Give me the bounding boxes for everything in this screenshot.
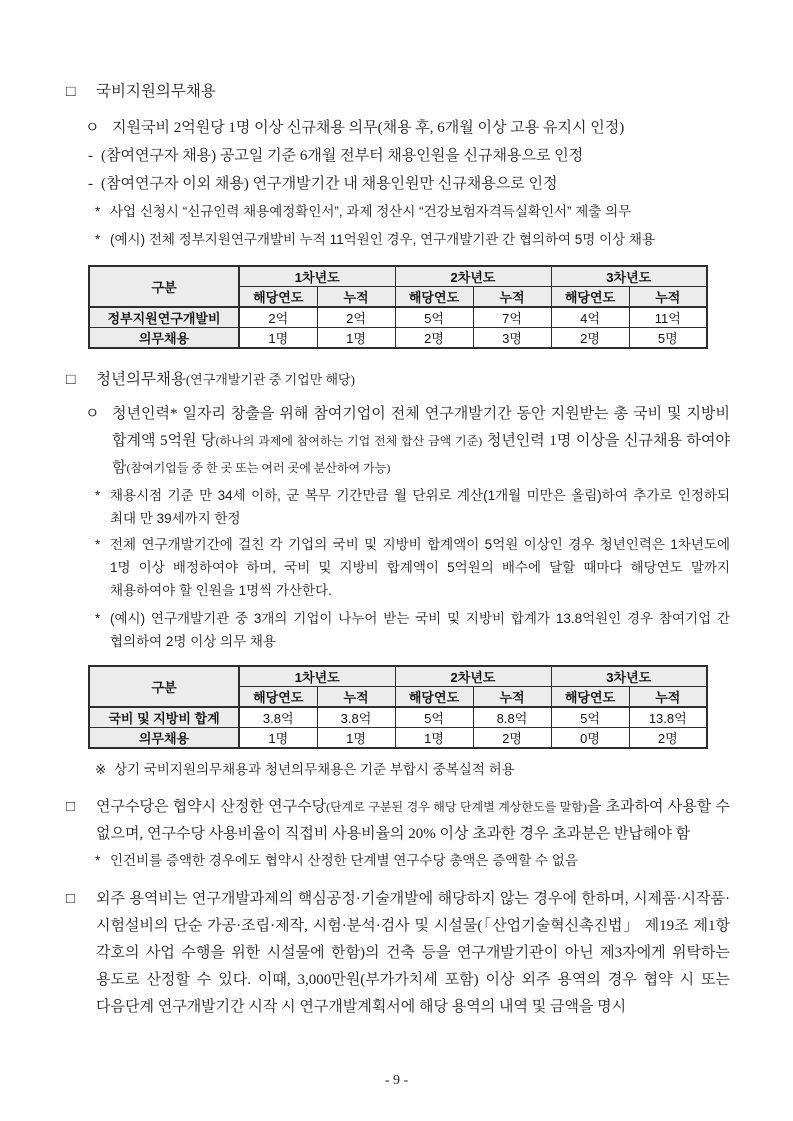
cell-value: 3명	[473, 328, 551, 349]
asterisk-icon: *	[95, 488, 101, 503]
square-bullet-icon: □	[66, 371, 76, 388]
paragraph-text	[110, 228, 730, 251]
cell-value: 0명	[551, 728, 629, 749]
section-heading-youth	[66, 366, 730, 393]
year-header: 2차년도	[395, 266, 551, 287]
year-header: 3차년도	[551, 666, 707, 687]
column-group-header: 구분	[89, 666, 239, 707]
section-heading-text	[96, 78, 730, 105]
square-bullet-icon: □	[66, 83, 76, 100]
dash-bullet-item	[88, 143, 730, 170]
star-note-item	[95, 484, 730, 530]
cell-value: 1명	[239, 328, 317, 349]
year-header: 3차년도	[551, 266, 707, 287]
sub-header: 누적	[317, 687, 395, 708]
text-segment: 지원국비 2억원당 1명 이상 신규채용 의무(채용 후, 6개월 이상 고용 유지시 인정)	[112, 120, 625, 136]
cell-value: 1명	[317, 328, 395, 349]
text-segment: (예시) 연구개발기관 중 3개의 기업이 나누어 받는 국비 및 지방비 합계가 13.8억원인 경우 참여기업 간 협의하여 2명 이상 의무 채용	[110, 611, 730, 649]
sub-header: 누적	[473, 287, 551, 308]
section-heading-gukbi	[66, 78, 730, 105]
text-segment: 인건비를 증액한 경우에도 협약시 산정한 단계별 연구수당 총액은 증액할 수 없음	[110, 853, 578, 868]
cell-value: 5명	[629, 328, 707, 349]
reference-mark-icon: ※	[95, 762, 107, 777]
row-label: 의무채용	[89, 728, 239, 749]
reference-note-item	[95, 758, 730, 781]
circle-bullet-icon: ㅇ	[85, 406, 100, 422]
text-segment: (연구개발기관 중 기업만 해당)	[185, 372, 355, 387]
text-segment: 연구수당은 협약시 산정한 연구수당	[96, 799, 327, 815]
star-note-item	[95, 607, 730, 653]
sub-header: 해당연도	[239, 287, 317, 308]
circle-bullet-icon: ㅇ	[85, 120, 100, 136]
table-row	[89, 707, 707, 728]
year-header: 1차년도	[239, 666, 395, 687]
text-segment: (참여기업들 중 한 곳 또는 여러 곳에 분산하여 가능)	[126, 461, 391, 475]
table-row	[89, 307, 707, 328]
column-group-header: 구분	[89, 266, 239, 307]
square-bullet-icon: □	[66, 799, 76, 815]
text-segment: (예시) 전체 정부지원연구개발비 누적 11억원인 경우, 연구개발기관 간 협의하여 5명 이상 채용	[110, 232, 655, 247]
sub-header: 누적	[629, 287, 707, 308]
sub-header: 누적	[317, 287, 395, 308]
cell-value: 1명	[239, 728, 317, 749]
text-segment: 사업 신청시 “신규인력 채용예정확인서”, 과제 정산시 “건강보험자격득실확인서” 제출 의무	[110, 204, 632, 219]
youth-obligation-table	[88, 665, 708, 749]
cell-value: 1명	[317, 728, 395, 749]
cell-value: 13.8억	[629, 707, 707, 728]
paragraph-text	[110, 533, 730, 602]
text-segment: 청년인력* 일자리 창출을 위해 참여기업이 전체 연구개발기간 동안 지원받는 총 국비 및 지방비 합계액 5억원 당	[112, 406, 730, 449]
text-segment: 채용시점 기준 만 34세 이하, 군 복무 기간만큼 월 단위로 계산(1개월 미만은 올림)하여 추가로 인정하되 최대 만 39세까지 한정	[110, 488, 730, 526]
asterisk-icon: *	[95, 537, 101, 552]
dash-bullet-icon: -	[88, 176, 93, 192]
asterisk-icon: *	[95, 204, 101, 219]
cell-value: 4억	[551, 307, 629, 328]
page-number: - 9 -	[384, 1073, 409, 1088]
asterisk-icon: *	[95, 232, 101, 247]
cell-value: 8.8억	[473, 707, 551, 728]
cell-value: 2명	[551, 328, 629, 349]
row-label: 의무채용	[89, 328, 239, 349]
text-segment: (단계로 구분된 경우 해당 단계별 계상한도를 말함)	[326, 800, 587, 814]
paragraph-text	[110, 200, 730, 223]
paragraph-text	[96, 794, 730, 848]
section-paragraph-research-allowance	[66, 794, 730, 848]
paragraph-text	[96, 886, 730, 1021]
cell-value: 2억	[317, 307, 395, 328]
row-label: 국비 및 지방비 합계	[89, 707, 239, 728]
cell-value: 3.8억	[239, 707, 317, 728]
text-segment: 전체 연구개발기간에 걸친 각 기업의 국비 및 지방비 합계액이 5억원 이상인 경우 청년인력은 1차년도에 1명 이상 배정하여야 하며, 국비 및 지방비 합계액이 5억원의 배수에 달할 때마다 해당연도 말까지 채용하여야 할 인원을 1명씩 가산한다.	[110, 537, 730, 598]
text-segment: 외주 용역비는 연구개발과제의 핵심공정·기술개발에 해당하지 않는 경우에 한하며, 시제품·시작품·시험설비의 단순 가공·조립·제작, 시험·분석·검사 및 시설물(「산업기술혁신촉진법」 제19조 제1항 각호의 사업 수행을 위한 시설물에 한함)의 건축 등을 연구개발기관이 아닌 제3자에게 위탁하는 용도로 산정할 수 있다. 이때, 3,000만원(부가가치세 포함) 이상 외주 용역의 경우 협약 시 또는 다음단계 연구개발기간 시작 시 연구개발계획서에 해당 용역의 내역 및 금액을 명시	[96, 891, 730, 1015]
circle-bullet-item	[85, 115, 730, 142]
cell-value: 2명	[629, 728, 707, 749]
cell-value: 3.8억	[317, 707, 395, 728]
paragraph-text	[110, 607, 730, 653]
year-header: 1차년도	[239, 266, 395, 287]
cell-value: 5억	[551, 707, 629, 728]
circle-bullet-item	[85, 401, 730, 482]
cell-value: 2명	[473, 728, 551, 749]
dash-bullet-icon: -	[88, 148, 93, 164]
text-segment: (참여연구자 채용) 공고일 기준 6개월 전부터 채용인원을 신규채용으로 인정	[101, 148, 584, 164]
star-note-item	[95, 533, 730, 602]
paragraph-text	[110, 849, 730, 872]
cell-value: 2억	[239, 307, 317, 328]
text-segment: 을 초과하여 사용할 수 없으며, 연구수당 사용비율이 직접비 사용비율의 20% 이상 초과한 경우 초과분은 반납해야 함	[96, 799, 730, 842]
asterisk-icon: *	[95, 611, 101, 626]
sub-header: 해당연도	[551, 687, 629, 708]
table-row	[89, 328, 707, 349]
paragraph-text	[112, 115, 730, 142]
text-segment: 청년인력 1명 이상을 신규채용 하여야 함	[112, 433, 730, 476]
paragraph-text	[112, 401, 730, 482]
paragraph-text	[101, 143, 730, 170]
cell-value: 7억	[473, 307, 551, 328]
star-note-item	[95, 228, 730, 251]
sub-header: 해당연도	[395, 287, 473, 308]
text-segment: 국비지원의무채용	[96, 83, 216, 100]
paragraph-text	[101, 171, 730, 198]
section-heading-text	[96, 366, 730, 393]
text-segment: (하나의 과제에 참여하는 기업 전체 합산 금액 기준)	[215, 434, 483, 448]
text-segment: 상기 국비지원의무채용과 청년의무채용은 기준 부합시 중복실적 허용	[114, 762, 515, 777]
year-header: 2차년도	[395, 666, 551, 687]
star-note-item	[95, 849, 730, 872]
dash-bullet-item	[88, 171, 730, 198]
sub-header: 해당연도	[239, 687, 317, 708]
sub-header: 해당연도	[551, 287, 629, 308]
paragraph-text	[110, 484, 730, 530]
text-segment: 청년의무채용	[96, 371, 186, 388]
star-note-item	[95, 200, 730, 223]
sub-header: 누적	[473, 687, 551, 708]
table-row	[89, 728, 707, 749]
cell-value: 2명	[395, 328, 473, 349]
text-segment: (참여연구자 이외 채용) 연구개발기간 내 채용인원만 신규채용으로 인정	[101, 176, 558, 192]
square-bullet-icon: □	[66, 891, 76, 907]
row-label: 정부지원연구개발비	[89, 307, 239, 328]
gukbi-obligation-table	[88, 265, 708, 349]
sub-header: 누적	[629, 687, 707, 708]
cell-value: 5억	[395, 307, 473, 328]
asterisk-icon: *	[95, 853, 101, 868]
section-paragraph-outsourcing	[66, 886, 730, 1021]
sub-header: 해당연도	[395, 687, 473, 708]
cell-value: 5억	[395, 707, 473, 728]
paragraph-text	[114, 758, 730, 781]
cell-value: 11억	[629, 307, 707, 328]
cell-value: 1명	[395, 728, 473, 749]
